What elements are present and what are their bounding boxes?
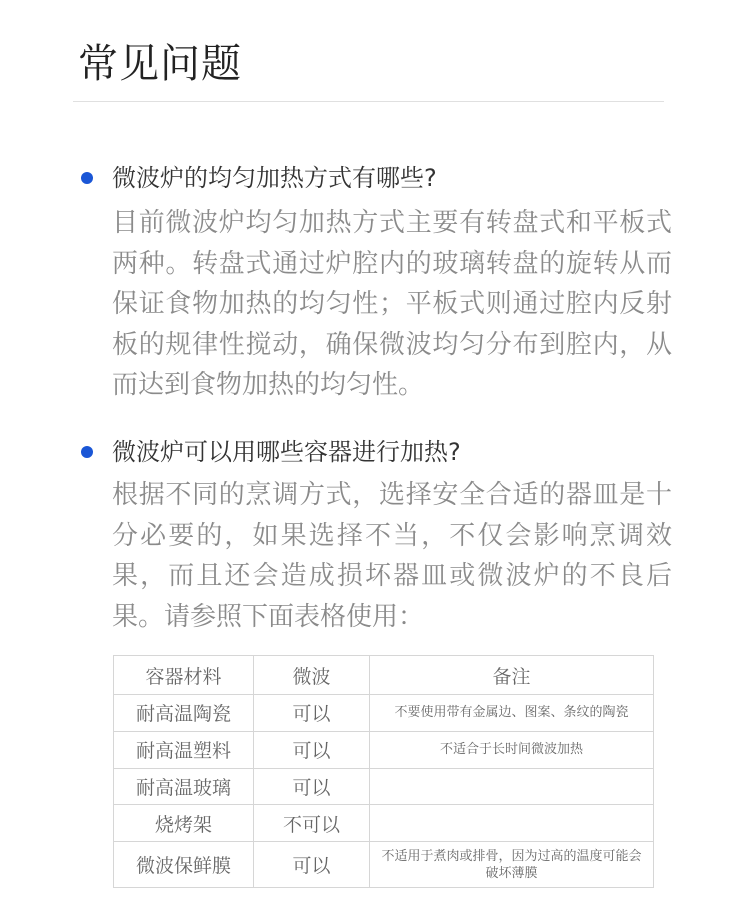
faq-question: 微波炉可以用哪些容器进行加热?: [112, 438, 461, 466]
cell-microwave: 可以: [254, 695, 370, 732]
table-row: [114, 731, 654, 768]
header-material: 容器材料: [114, 656, 254, 695]
faq-answer: 根据不同的烹调方式，选择安全合适的器皿是十分必要的，如果选择不当，不仅会影响烹调效果，而且还会造成损坏器皿或微波炉的不良后果。请参照下面表格使用：: [112, 480, 672, 632]
title-divider: [73, 101, 664, 102]
cell-material: 耐高温玻璃: [114, 768, 254, 805]
cell-note: 不要使用带有金属边、图案、条纹的陶瓷: [370, 695, 654, 732]
bullet-dot-icon: [81, 446, 93, 458]
cell-microwave: 可以: [254, 731, 370, 768]
cell-note: [370, 768, 654, 805]
cell-microwave: 不可以: [254, 805, 370, 842]
table-row: [114, 805, 654, 842]
faq-answer: 目前微波炉均匀加热方式主要有转盘式和平板式两种。转盘式通过炉腔内的玻璃转盘的旋转从而保证食物加热的均匀性；平板式则通过腔内反射板的规律性搅动，确保微波均匀分布到腔内，从而达到食物加热的均匀性。: [112, 208, 672, 400]
table-row: [114, 695, 654, 732]
cell-note: 不适用于煮肉或排骨，因为过高的温度可能会破坏薄膜: [370, 842, 654, 888]
table-header-row: [114, 656, 654, 695]
page-title: 常见问题: [78, 41, 242, 87]
cell-note: 不适合于长时间微波加热: [370, 731, 654, 768]
table-row: [114, 842, 654, 888]
header-microwave: 微波: [254, 656, 370, 695]
bullet-dot-icon: [81, 172, 93, 184]
cell-material: 耐高温陶瓷: [114, 695, 254, 732]
header-note: 备注: [370, 656, 654, 695]
faq-question: 微波炉的均匀加热方式有哪些?: [112, 164, 437, 192]
container-guide-table: [113, 655, 654, 888]
cell-material: 烧烤架: [114, 805, 254, 842]
cell-note: [370, 805, 654, 842]
cell-microwave: 可以: [254, 842, 370, 888]
cell-microwave: 可以: [254, 768, 370, 805]
table-row: [114, 768, 654, 805]
cell-material: 耐高温塑料: [114, 731, 254, 768]
cell-material: 微波保鲜膜: [114, 842, 254, 888]
